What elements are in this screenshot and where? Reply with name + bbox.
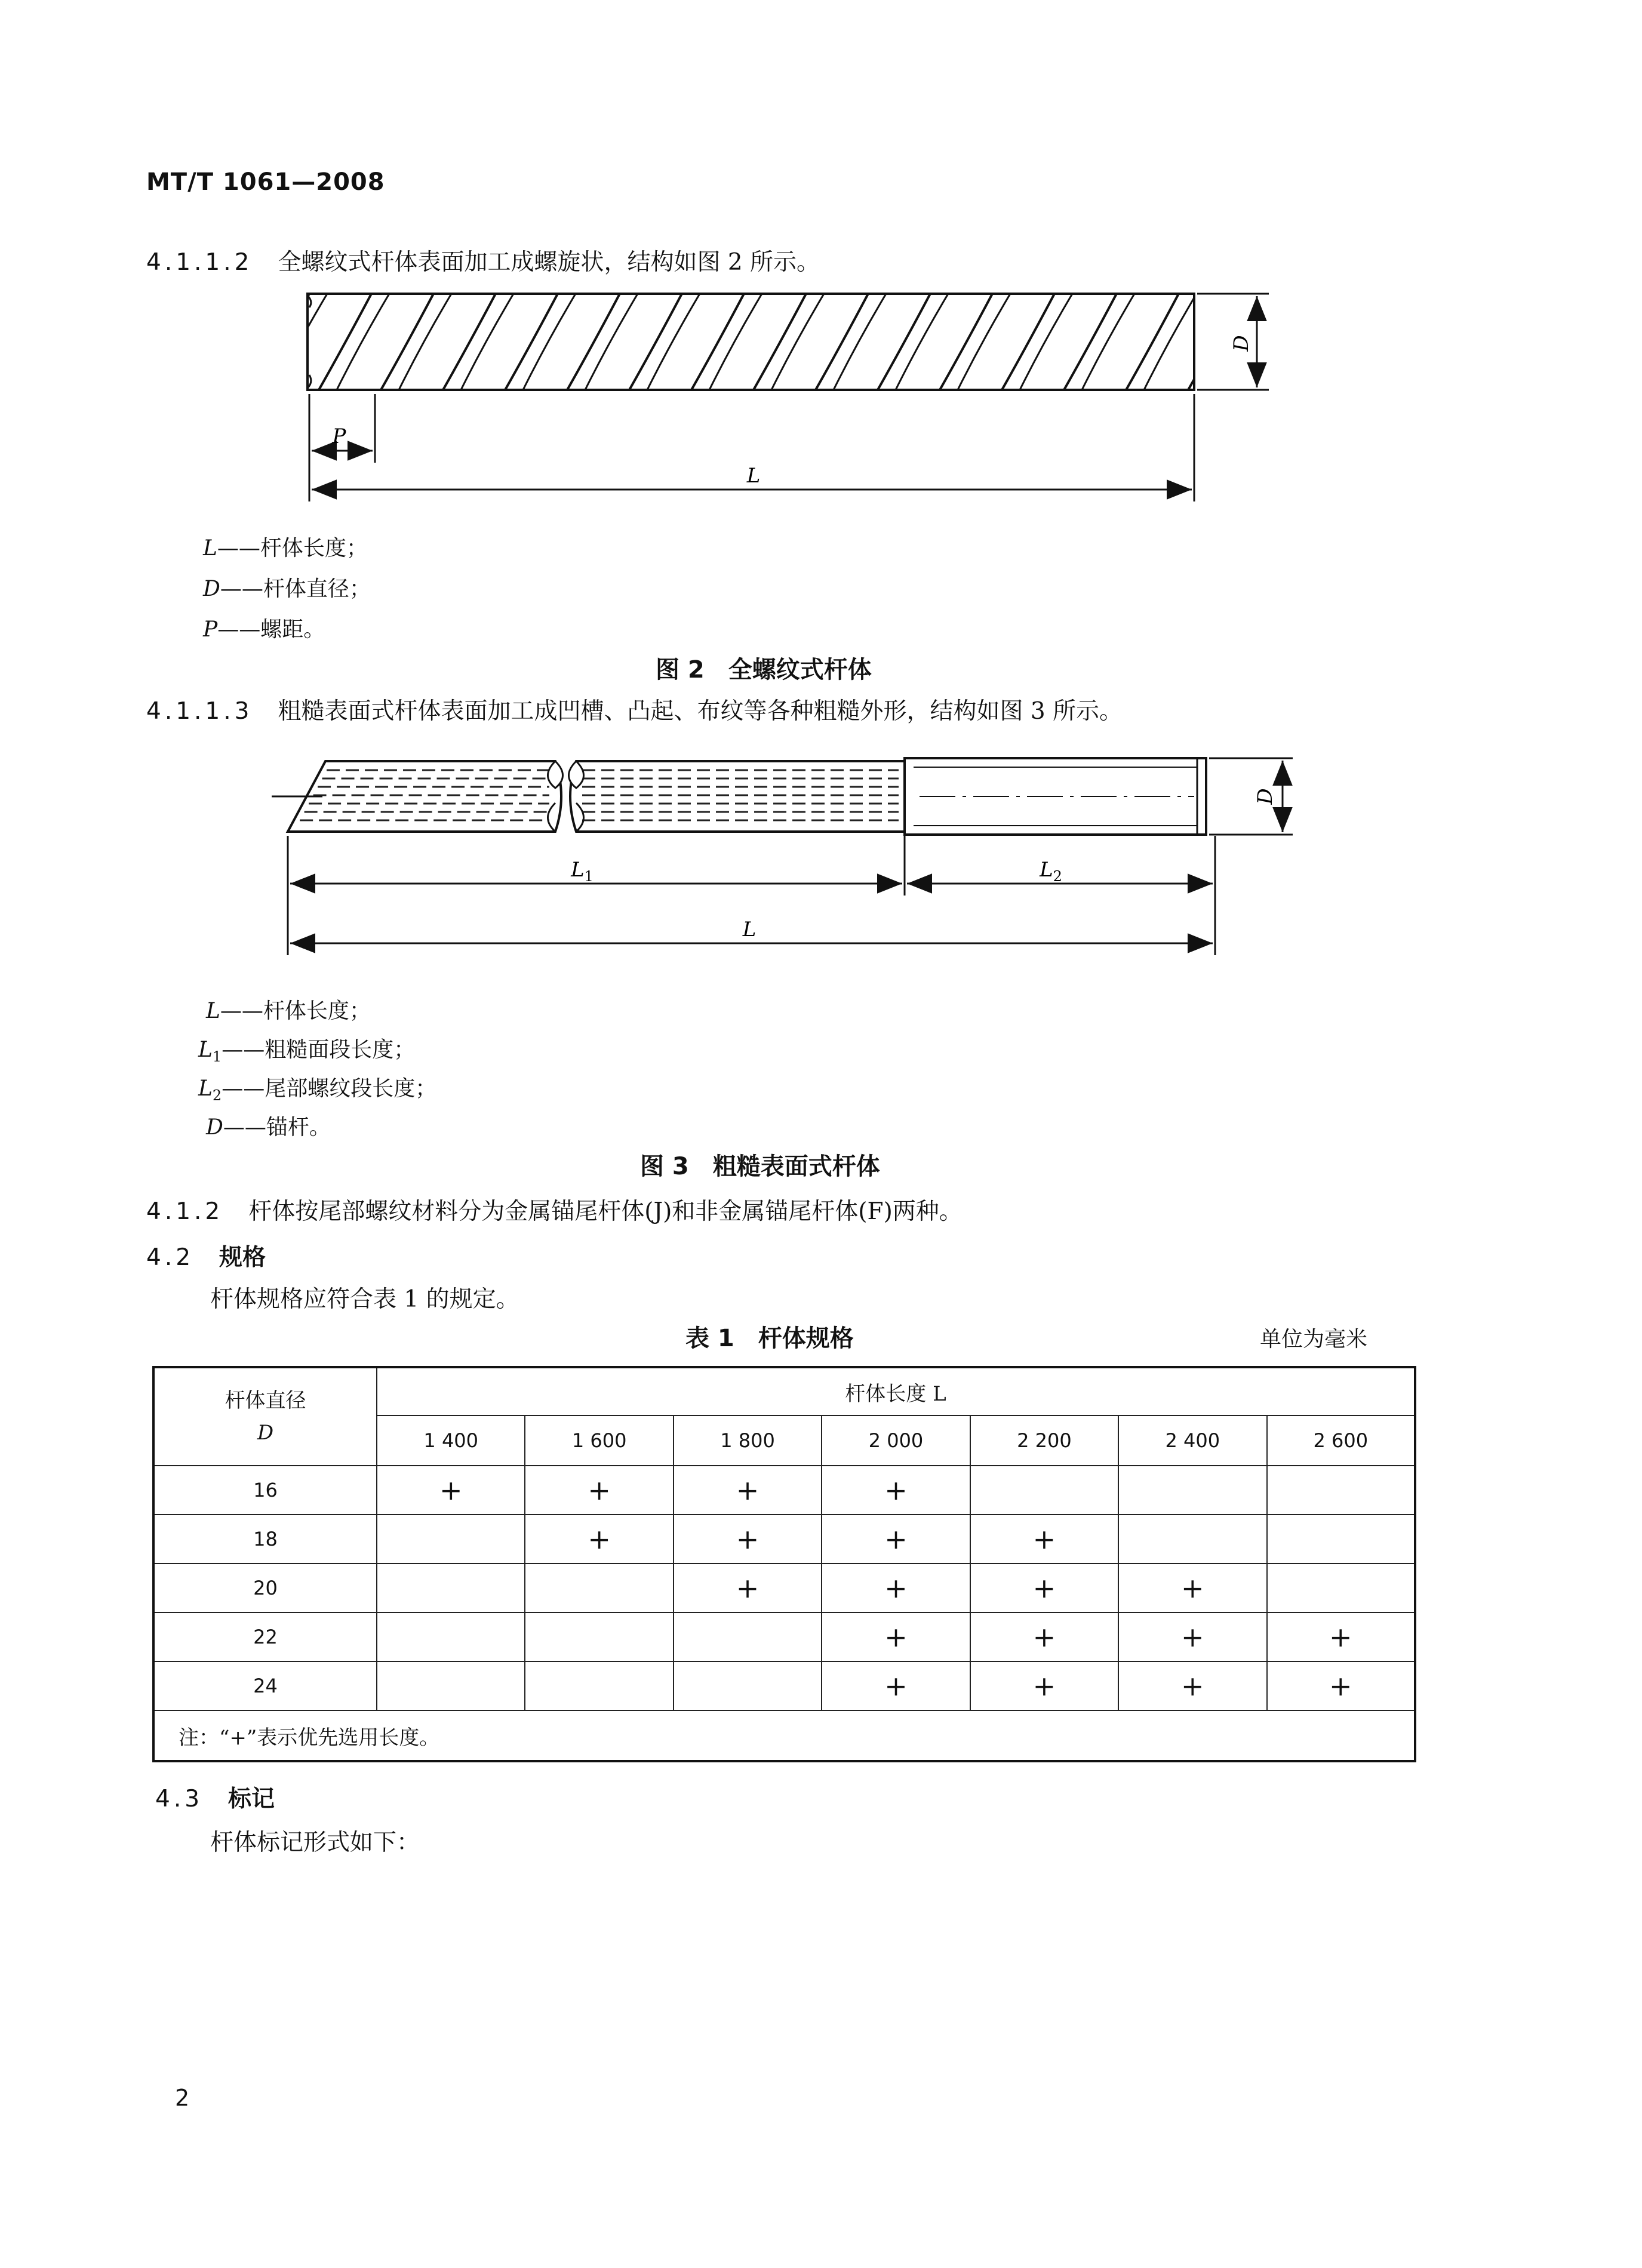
fig3-legend-l: L——杆体长度； [206,999,371,1023]
length-col-2400: 2 400 [1118,1415,1266,1466]
table-cell: + [970,1564,1118,1612]
length-col-2200: 2 200 [970,1415,1118,1466]
fig3-label-d: D [1253,788,1277,805]
fig2-legend-d: D——杆体直径； [203,577,371,601]
table-cell: + [970,1515,1118,1564]
table-cell: + [822,1564,970,1612]
table-cell [377,1661,525,1710]
fig3-legend-d: D——锚杆。 [206,1115,331,1140]
rough-rod [272,758,1206,835]
table-cell [970,1466,1118,1515]
table-cell [525,1661,673,1710]
table-cell: + [674,1515,822,1564]
section-4-2-heading [146,1239,266,1272]
figure-2-caption: 图 2 全螺纹式杆体 [656,656,872,684]
table-cell: + [822,1466,970,1515]
length-col-1600: 1 600 [525,1415,673,1466]
length-col-1400: 1 400 [377,1415,525,1466]
table-cell: + [1118,1564,1266,1612]
section-title: 标记 [228,1786,275,1812]
section-number: 4.1.1.2 [146,249,253,276]
table-cell: + [377,1466,525,1515]
section-text: 杆体按尾部螺纹材料分为金属锚尾杆体(J)和非金属锚尾杆体(F)两种。 [248,1198,963,1225]
table-cell: + [525,1466,673,1515]
table-cell: + [1267,1661,1415,1710]
fig3-label-l1: $L_1$ [571,858,594,885]
section-text: 粗糙表面式杆体表面加工成凹槽、凸起、布纹等各种粗糙外形，结构如图 3 所示。 [278,698,1123,725]
diameter-cell: 16 [153,1466,377,1515]
table-1-caption: 表 1 杆体规格 [685,1325,854,1352]
table-row [153,1466,1415,1515]
table-1-spec [152,1366,1416,1762]
standard-code: MT/T 1061—2008 [146,168,385,196]
table-cell [1118,1515,1266,1564]
section-text: 全螺纹式杆体表面加工成螺旋状，结构如图 2 所示。 [278,249,820,276]
thread-stroke [257,294,309,390]
table-cell [377,1612,525,1661]
table-cell [1267,1466,1415,1515]
fig2-legend-p: P——螺距。 [203,617,325,642]
diameter-cell: 22 [153,1612,377,1661]
figure-3-caption: 图 3 粗糙表面式杆体 [640,1153,880,1180]
table-note: 注：“+”表示优先选用长度。 [153,1710,1415,1761]
table-cell [674,1661,822,1710]
table-cell: + [1118,1661,1266,1710]
table-cell [1118,1466,1266,1515]
table-cell: + [674,1466,822,1515]
section-4-3-text: 杆体标记形式如下： [210,1829,420,1856]
table-cell [674,1612,822,1661]
section-number: 4.3 [155,1786,204,1812]
section-number: 4.1.2 [146,1198,224,1225]
table-cell [525,1612,673,1661]
fig3-legend-l1: $L_1——$粗糙面段长度； [198,1038,416,1066]
table-cell: + [822,1515,970,1564]
page-number: 2 [175,2085,190,2111]
fig2-legend-l: L——杆体长度； [203,536,368,561]
table-cell: + [674,1564,822,1612]
section-4-2-text: 杆体规格应符合表 1 的规定。 [210,1286,519,1313]
fig2-label-p: P [332,424,346,448]
section-number: 4.1.1.3 [146,698,253,725]
table-cell [525,1564,673,1612]
fig2-label-l: L [746,464,761,488]
fig3-legend-l2: $L_2——$尾部螺纹段长度； [198,1076,437,1104]
table-cell [377,1564,525,1612]
table-cell: + [822,1661,970,1710]
table-row [153,1612,1415,1661]
length-col-1800: 1 800 [674,1415,822,1466]
section-number: 4.2 [146,1244,195,1271]
diameter-cell: 24 [153,1661,377,1710]
table-cell: + [525,1515,673,1564]
length-col-2600: 2 600 [1267,1415,1415,1466]
table-cell: + [1267,1612,1415,1661]
fig2-label-d: D [1229,335,1253,352]
diameter-cell: 20 [153,1564,377,1612]
table-cell [1267,1515,1415,1564]
section-4-1-2 [146,1193,963,1226]
table-cell: + [1118,1612,1266,1661]
table-cell [1267,1564,1415,1612]
length-col-2000: 2 000 [822,1415,970,1466]
table-row [153,1515,1415,1564]
section-4-3-heading [155,1780,275,1814]
table-1-unit: 单位为毫米 [1260,1327,1368,1352]
table-cell [377,1515,525,1564]
table-cell: + [822,1612,970,1661]
table-cell: + [970,1612,1118,1661]
fig3-label-l: L [742,918,757,941]
threaded-rod [257,294,1259,390]
table-row [153,1661,1415,1710]
length-header: 杆体长度 L [377,1367,1415,1415]
section-4-1-1-3 [146,693,1123,726]
diameter-cell: 18 [153,1515,377,1564]
table-cell: + [970,1661,1118,1710]
diameter-header: 杆体直径 D [153,1367,377,1466]
section-title: 规格 [219,1244,266,1271]
table-row [153,1564,1415,1612]
fig3-label-l2: $L_2$ [1040,858,1062,885]
